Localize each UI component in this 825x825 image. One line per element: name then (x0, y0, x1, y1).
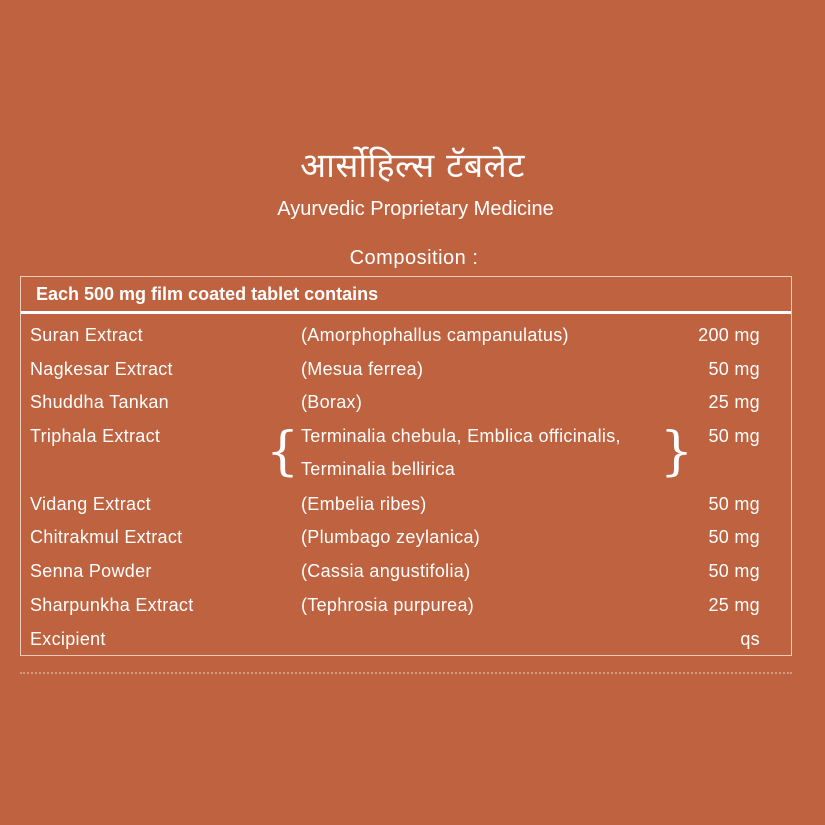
table-row (21, 422, 791, 484)
table-row (21, 388, 791, 416)
product-title-hindi: आर्सोहिल्स टॅबलेट (300, 146, 525, 186)
ingredient-source: (Embelia ribes) (301, 494, 427, 514)
table-row (21, 591, 791, 619)
table-row (21, 625, 791, 653)
ingredient-source: (Amorphophallus campanulatus) (301, 325, 569, 345)
ingredient-quantity: 25 mg (708, 595, 760, 615)
ingredient-quantity: 50 mg (708, 359, 760, 379)
ingredient-quantity: 50 mg (708, 494, 760, 514)
ingredient-source: (Plumbago zeylanica) (301, 527, 481, 547)
ingredient-name: Triphala Extract (30, 426, 161, 446)
ingredient-name: Chitrakmul Extract (30, 527, 183, 547)
right-brace: } (660, 422, 694, 482)
product-subtitle: Ayurvedic Proprietary Medicine (277, 198, 554, 220)
composition-label: Composition : (349, 247, 479, 269)
ingredient-source-line2: Terminalia bellirica (301, 459, 456, 479)
ingredient-source: (Cassia angustifolia) (301, 561, 471, 581)
ingredient-name: Senna Powder (30, 561, 152, 581)
table-row (21, 490, 791, 518)
ingredient-source: Terminalia chebula, Emblica officinalis, (301, 426, 621, 446)
ingredient-name: Vidang Extract (30, 494, 151, 514)
composition-table (20, 276, 792, 656)
ingredient-quantity: 50 mg (708, 561, 760, 581)
ingredient-name: Shuddha Tankan (30, 392, 169, 412)
ingredient-quantity: qs (740, 629, 760, 649)
ingredient-quantity: 25 mg (708, 392, 760, 412)
table-row (21, 523, 791, 551)
ingredient-source: (Tephrosia purpurea) (301, 595, 475, 615)
header-divider (21, 311, 791, 314)
table-header: Each 500 mg film coated tablet contains (36, 284, 379, 304)
decorative-dotted-line (20, 672, 792, 674)
ingredient-quantity: 200 mg (698, 325, 760, 345)
ingredient-quantity: 50 mg (708, 426, 760, 446)
ingredient-source: (Borax) (301, 392, 363, 412)
ingredient-name: Suran Extract (30, 325, 143, 345)
ingredient-source: (Mesua ferrea) (301, 359, 424, 379)
left-brace: { (266, 422, 300, 482)
table-row (21, 557, 791, 585)
ingredient-name: Excipient (30, 629, 106, 649)
table-row (21, 355, 791, 383)
table-row (21, 321, 791, 349)
ingredient-name: Nagkesar Extract (30, 359, 173, 379)
ingredient-name: Sharpunkha Extract (30, 595, 194, 615)
ingredient-quantity: 50 mg (708, 527, 760, 547)
